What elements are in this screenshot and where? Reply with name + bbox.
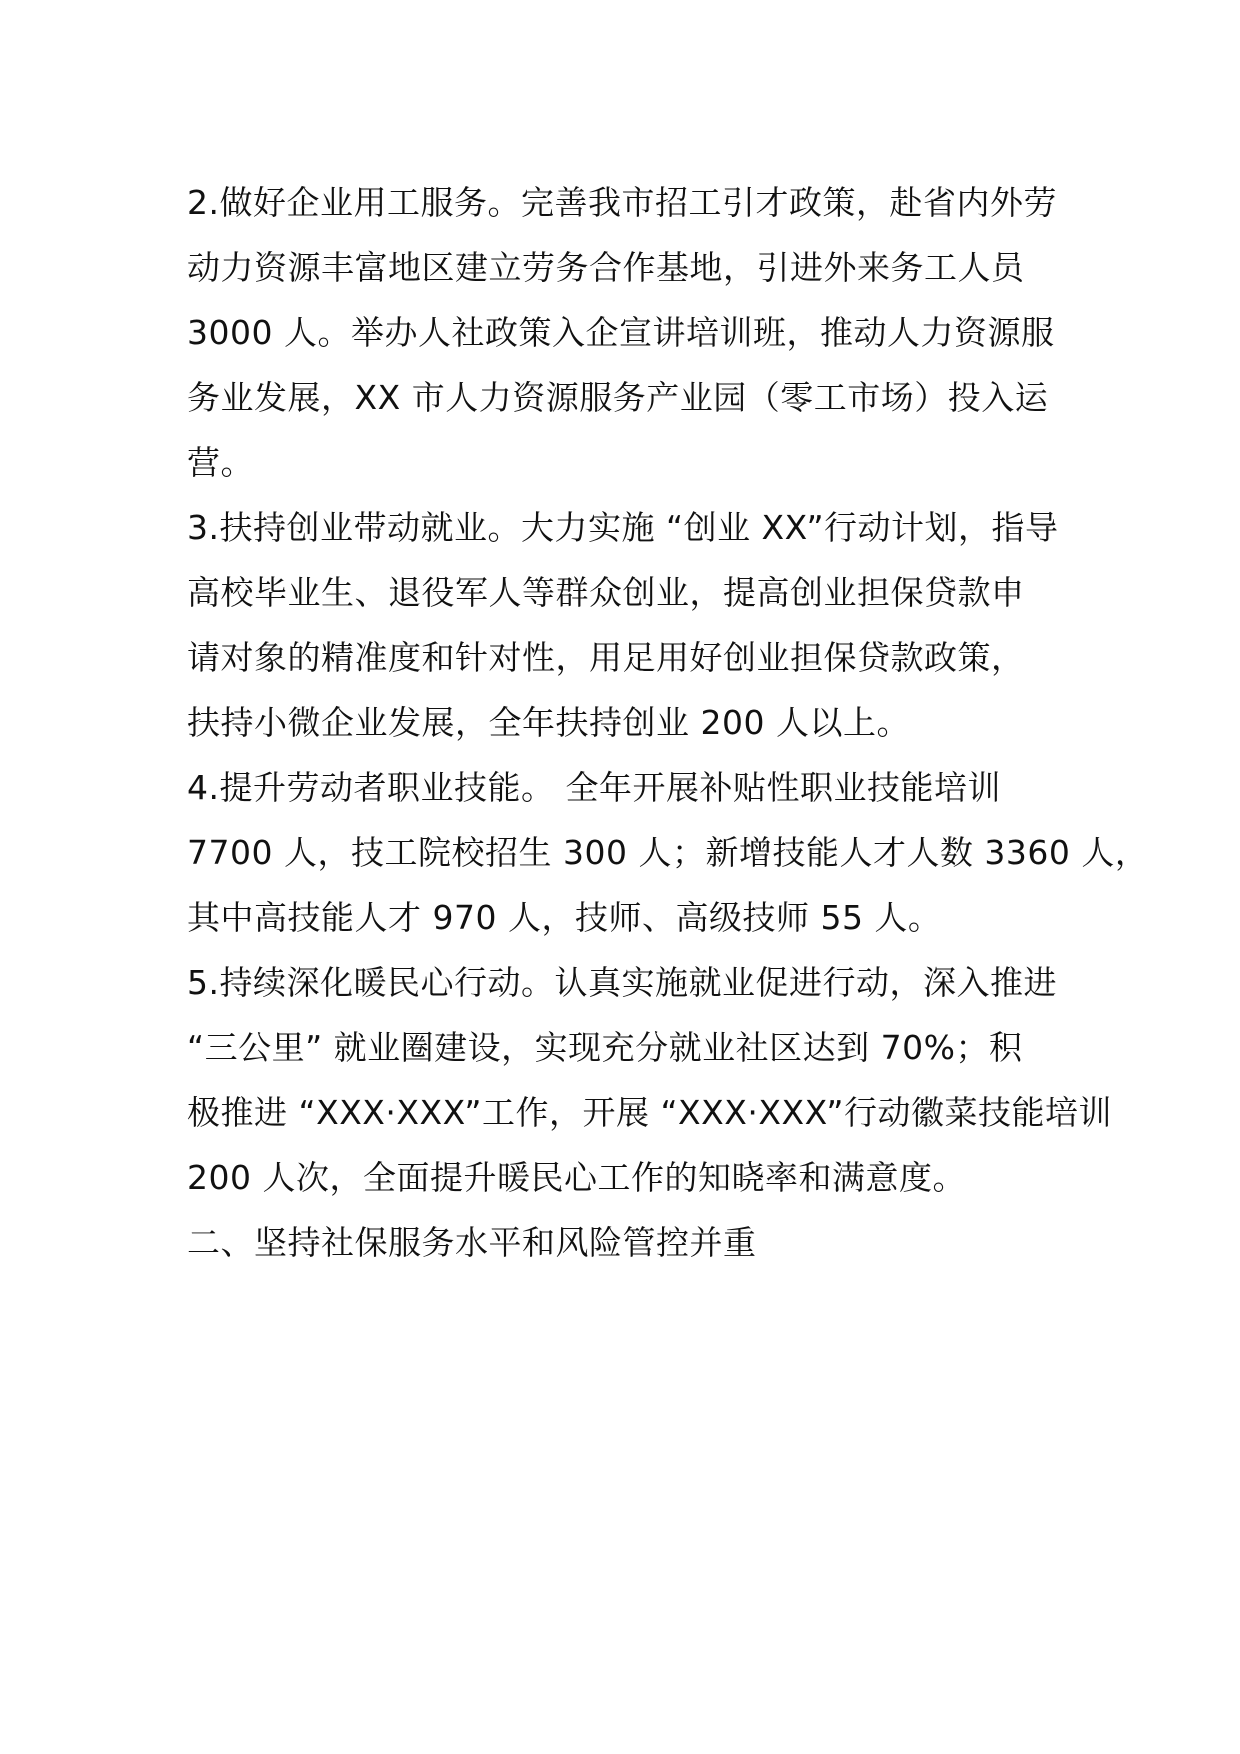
text-line: 扶持小微企业发展，全年扶持创业 200 人以上。: [187, 703, 910, 742]
text-line: 200 人次，全面提升暖民心工作的知晓率和满意度。: [187, 1158, 966, 1197]
text-line: 4.提升劳动者职业技能。 全年开展补贴性职业技能培训: [187, 768, 1001, 807]
text-line: 2.做好企业用工服务。完善我市招工引才政策，赴省内外劳: [187, 183, 1057, 222]
text-line: 动力资源丰富地区建立劳务合作基地，引进外来务工人员: [187, 248, 1025, 287]
text-line: 营。: [187, 443, 254, 482]
text-line: 3.扶持创业带动就业。大力实施 “创业 XX”行动计划，指导: [187, 508, 1059, 547]
text-line: “三公里” 就业圈建设，实现充分就业社区达到 70%；积: [187, 1028, 1023, 1067]
section-heading: 二、坚持社保服务水平和风险管控并重: [187, 1223, 757, 1262]
text-line: 高校毕业生、退役军人等群众创业，提高创业担保贷款申: [187, 573, 1025, 612]
text-line: 极推进 “XXX·XXX”工作，开展 “XXX·XXX”行动徽菜技能培训: [187, 1093, 1112, 1132]
text-line: 其中高技能人才 970 人，技师、高级技师 55 人。: [187, 898, 942, 937]
text-line: 7700 人，技工院校招生 300 人；新增技能人才人数 3360 人，: [187, 833, 1149, 872]
text-line: 5.持续深化暖民心行动。认真实施就业促进行动，深入推进: [187, 963, 1057, 1002]
text-line: 请对象的精准度和针对性，用足用好创业担保贷款政策，: [187, 638, 1025, 677]
document-body: [187, 170, 1149, 1275]
text-line: 3000 人。举办人社政策入企宣讲培训班，推动人力资源服: [187, 313, 1055, 352]
text-line: 务业发展，XX 市人力资源服务产业园（零工市场）投入运: [187, 378, 1049, 417]
